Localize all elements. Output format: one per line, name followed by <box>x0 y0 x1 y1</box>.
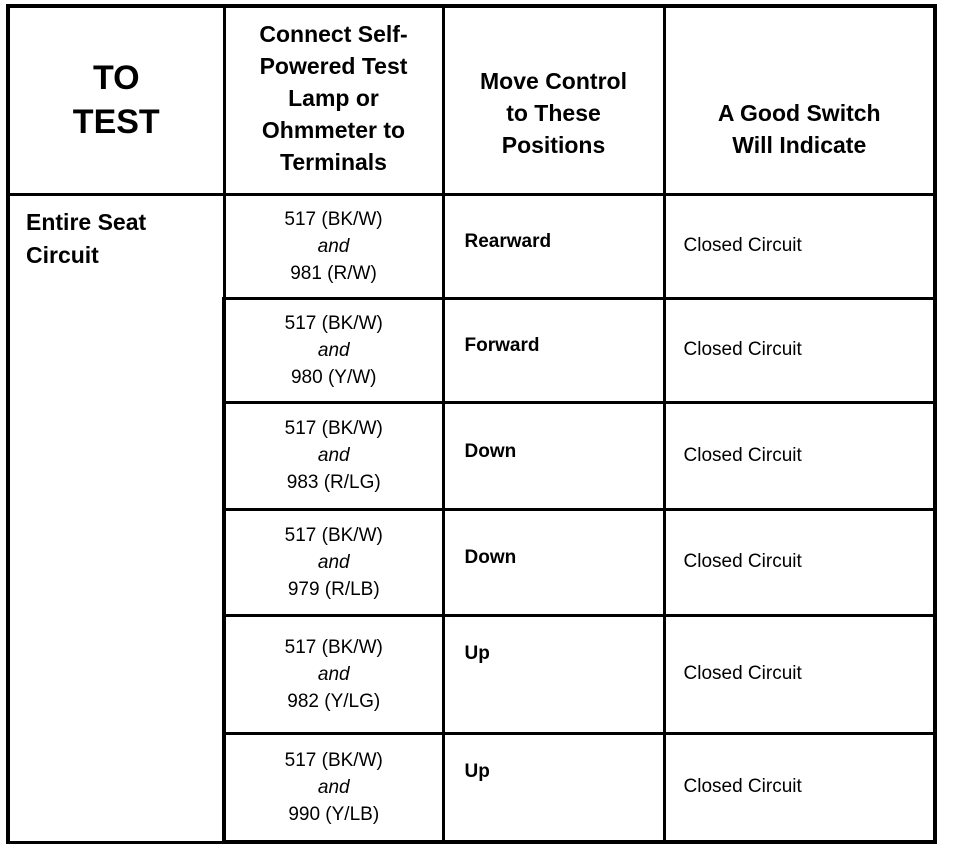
terminal-b: 980 (Y/W) <box>290 366 377 388</box>
terminal-a: 517 (BK/W) <box>284 418 383 439</box>
terminal-a: 517 (BK/W) <box>284 312 383 334</box>
terminal-b: 981 (R/W) <box>290 262 377 284</box>
terminal-a: 517 (BK/W) <box>284 208 383 230</box>
header-connect-line: Ohmmeter to <box>261 117 406 143</box>
indication-cell: Closed Circuit <box>664 194 935 298</box>
test-item-line: Circuit <box>26 241 99 268</box>
test-item-cell <box>8 194 224 842</box>
switch-test-table <box>6 4 937 844</box>
terminal-b: 983 (R/LG) <box>286 472 381 493</box>
header-move-line: Positions <box>501 132 606 159</box>
indication-cell: Closed Circuit <box>664 509 935 615</box>
header-connect-line: Connect Self- <box>259 21 408 47</box>
header-row <box>8 6 935 194</box>
position-cell: Up <box>443 615 664 733</box>
terminals-cell <box>224 509 443 615</box>
and-text: and <box>317 235 350 257</box>
header-connect-terminals <box>224 6 443 194</box>
indication-cell: Closed Circuit <box>664 298 935 402</box>
header-connect-line: Lamp or <box>288 85 379 111</box>
header-move-line: to These <box>506 100 601 127</box>
header-good-switch <box>664 6 935 194</box>
terminals-cell <box>224 194 443 298</box>
table-row <box>8 194 935 298</box>
terminal-a: 517 (BK/W) <box>284 749 383 771</box>
terminals-cell <box>224 298 443 402</box>
and-text: and <box>317 339 350 361</box>
and-text: and <box>317 445 350 466</box>
terminal-a: 517 (BK/W) <box>284 636 383 658</box>
terminal-b: 990 (Y/LB) <box>288 803 380 825</box>
header-to-test-line: TO <box>92 59 140 98</box>
position-cell: Rearward <box>443 194 664 298</box>
header-good-line: A Good Switch <box>717 100 881 127</box>
and-text: and <box>317 551 350 573</box>
terminals-cell <box>224 615 443 733</box>
header-move-line: Move Control <box>480 68 627 95</box>
indication-cell: Closed Circuit <box>664 733 935 842</box>
position-cell: Forward <box>443 298 664 402</box>
terminals-cell <box>224 733 443 842</box>
header-connect-line: Powered Test <box>259 53 408 79</box>
terminals-cell <box>224 402 443 509</box>
test-item-line: Entire Seat <box>26 208 147 235</box>
indication-cell: Closed Circuit <box>664 615 935 733</box>
indication-cell: Closed Circuit <box>664 402 935 509</box>
position-cell: Down <box>443 402 664 509</box>
header-good-line: Will Indicate <box>732 132 867 159</box>
terminal-b: 979 (R/LB) <box>287 578 380 600</box>
position-cell: Down <box>443 509 664 615</box>
terminal-a: 517 (BK/W) <box>284 524 383 546</box>
header-to-test <box>8 6 224 194</box>
terminal-b: 982 (Y/LG) <box>287 690 381 712</box>
header-to-test-line: TEST <box>72 103 160 142</box>
position-cell: Up <box>443 733 664 842</box>
header-connect-line: Terminals <box>280 149 387 175</box>
and-text: and <box>317 776 350 798</box>
and-text: and <box>317 663 350 685</box>
header-move-control <box>443 6 664 194</box>
